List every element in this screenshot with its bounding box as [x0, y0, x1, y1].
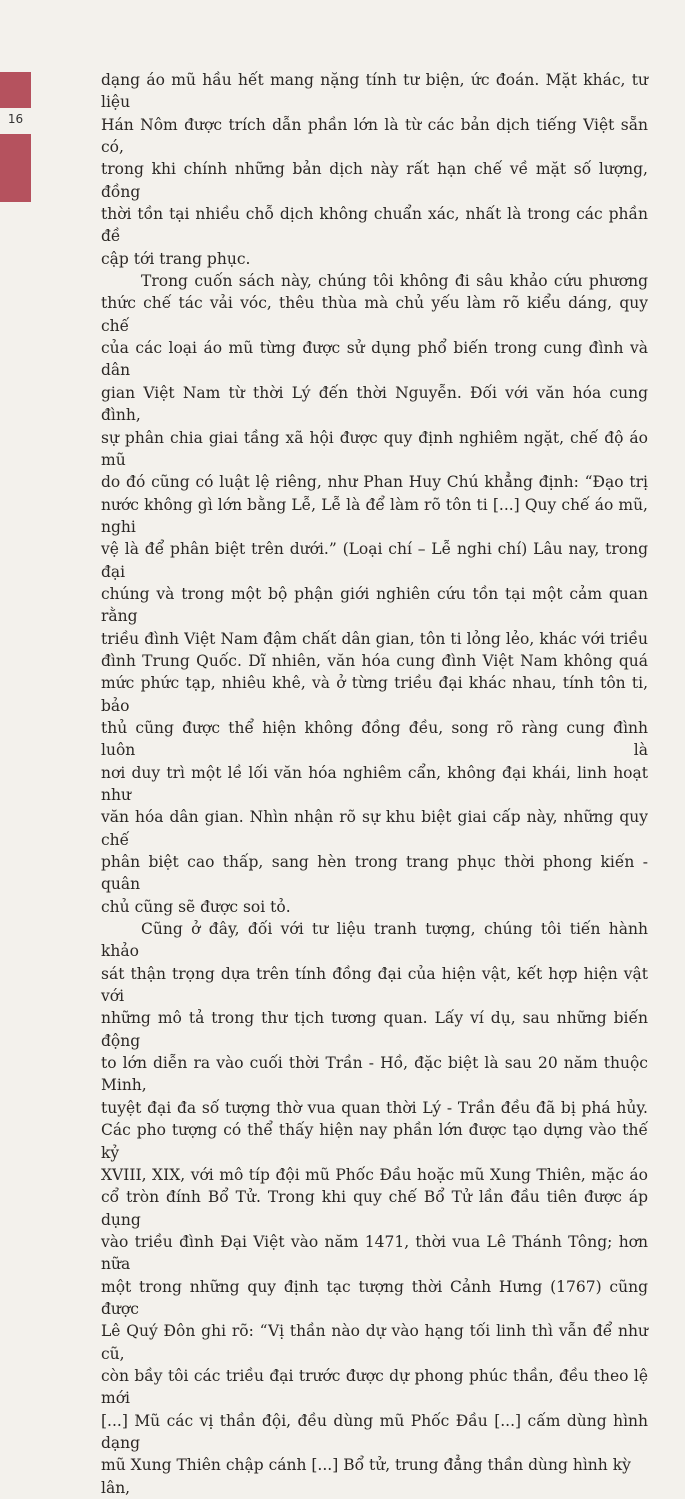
body-text [101, 69, 648, 1499]
paragraph [101, 918, 648, 1499]
paragraph [101, 270, 648, 918]
text-line: Hán Nôm được trích dẫn phần lớn là từ các bản dịch tiếng Việt sẵn có, [101, 115, 648, 157]
page-number: 16 [7, 112, 24, 126]
text-line: [...] Mũ các vị thần đội, đều dùng mũ Phốc Đầu [...] cấm dùng hình dạng [101, 1411, 648, 1452]
text-line: triều đình Việt Nam đậm chất dân gian, tôn ti lỏng lẻo, khác với triều [101, 629, 648, 648]
chapter-tab-marker-bottom [0, 134, 31, 202]
text-line: một trong những quy định tạc tượng thời Cảnh Hưng (1767) cũng được [101, 1277, 648, 1318]
text-line: đình Trung Quốc. Dĩ nhiên, văn hóa cung đình Việt Nam không quá [101, 651, 648, 670]
text-line: phân biệt cao thấp, sang hèn trong trang phục thời phong kiến - quân [101, 853, 648, 894]
text-line: sự phân chia giai tầng xã hội được quy định nghiêm ngặt, chế độ áo mũ [101, 428, 648, 469]
text-line: gian Việt Nam từ thời Lý đến thời Nguyễn. Đối với văn hóa cung đình, [101, 383, 648, 425]
text-line: cổ tròn đính Bổ Tử. Trong khi quy chế Bổ Tử lần đầu tiên được áp dụng [101, 1188, 648, 1229]
text-line: to lớn diễn ra vào cuối thời Trần - Hồ, đặc biệt là sau 20 năm thuộc Minh, [101, 1054, 648, 1095]
text-line: do đó cũng có luật lệ riêng, như Phan Huy Chú khẳng định: “Đạo trị [101, 473, 648, 492]
chapter-tab-marker-top [0, 72, 31, 108]
text-line: của các loại áo mũ từng được sử dụng phổ biến trong cung đình và dân [101, 339, 648, 380]
text-line: nước không gì lớn bằng Lễ, Lễ là để làm rõ tôn ti [...] Quy chế áo mũ, nghi [101, 495, 648, 536]
text-line: thời tồn tại nhiều chỗ dịch không chuẩn xác, nhất là trong các phần đề [101, 205, 648, 246]
text-line: cập tới trang phục. [101, 249, 251, 268]
text-line: vệ là để phân biệt trên dưới.” (Loại chí – Lễ nghi chí) Lâu nay, trong đại [101, 540, 648, 581]
text-line: những mô tả trong thư tịch tương quan. Lấy ví dụ, sau những biến động [101, 1009, 648, 1050]
text-line: Trong cuốn sách này, chúng tôi không đi sâu khảo cứu phương [141, 272, 648, 291]
text-line: thủ cũng được thể hiện không đồng đều, song rõ ràng cung đình luôn là [101, 718, 648, 760]
text-line: XVIII, XIX, với mô típ đội mũ Phốc Đầu hoặc mũ Xung Thiên, mặc áo [101, 1165, 648, 1184]
text-line: mũ Xung Thiên chập cánh [...] Bổ tử, trung đẳng thần dùng hình kỳ lân, [101, 1456, 631, 1497]
text-line: Cũng ở đây, đối với tư liệu tranh tượng, chúng tôi tiến hành khảo [101, 920, 648, 961]
text-line: dạng áo mũ hầu hết mang nặng tính tư biện, ức đoán. Mặt khác, tư liệu [101, 71, 648, 112]
text-line: Các pho tượng có thể thấy hiện nay phần lớn được tạo dựng vào thế kỷ [101, 1121, 648, 1162]
text-line: sát thận trọng dựa trên tính đồng đại của hiện vật, kết hợp hiện vật với [101, 964, 648, 1006]
text-line: chủ cũng sẽ được soi tỏ. [101, 897, 291, 916]
text-line: trong khi chính những bản dịch này rất hạn chế về mặt số lượng, đồng [101, 160, 648, 201]
text-line: nơi duy trì một lề lối văn hóa nghiêm cẩn, không đại khái, linh hoạt như [101, 763, 648, 804]
text-line: văn hóa dân gian. Nhìn nhận rõ sự khu biệt giai cấp này, những quy chế [101, 808, 648, 849]
text-line: mức phức tạp, nhiêu khê, và ở từng triều đại khác nhau, tính tôn ti, bảo [101, 674, 648, 715]
text-line: còn bầy tôi các triều đại trước được dự phong phúc thần, đều theo lệ mới [101, 1366, 648, 1408]
text-line: tuyệt đại đa số tượng thờ vua quan thời Lý - Trần đều đã bị phá hủy. [101, 1098, 648, 1117]
paragraph [101, 69, 648, 270]
text-line: Lê Quý Đôn ghi rõ: “Vị thần nào dự vào hạng tối linh thì vẫn để như cũ, [101, 1322, 648, 1363]
text-line: thức chế tác vải vóc, thêu thùa mà chủ yếu làm rõ kiểu dáng, quy chế [101, 294, 648, 335]
text-line: vào triều đình Đại Việt vào năm 1471, thời vua Lê Thánh Tông; hơn nữa [101, 1232, 648, 1274]
text-line: chúng và trong một bộ phận giới nghiên cứu tồn tại một cảm quan rằng [101, 584, 648, 626]
